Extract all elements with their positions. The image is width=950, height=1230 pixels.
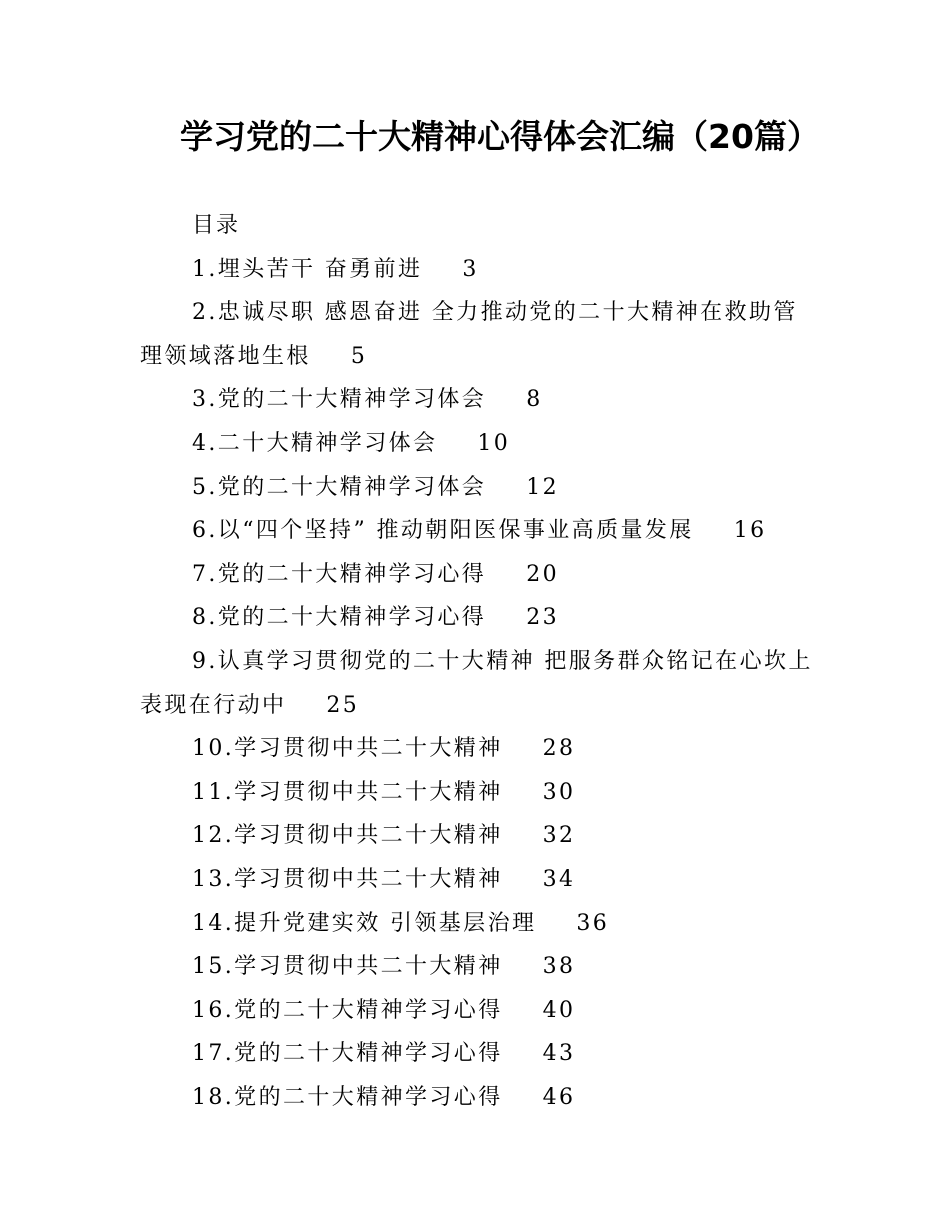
toc-entry-1: [140, 248, 820, 292]
toc-entry-3: [140, 378, 820, 422]
toc-entry-9: [140, 640, 820, 727]
toc-entry-page: 40: [542, 997, 576, 1023]
toc-entry-page: 46: [542, 1084, 576, 1110]
toc-entry-label: 1.埋头苦干 奋勇前进: [192, 256, 423, 282]
toc-entry-page: 38: [542, 954, 576, 980]
toc-entry-label: 8.党的二十大精神学习心得: [192, 605, 487, 631]
toc-entry-label: 10.学习贯彻中共二十大精神: [192, 736, 503, 762]
toc-entry-17: [140, 1032, 820, 1076]
toc-entry-page: 20: [526, 561, 559, 587]
toc-entry-15: [140, 945, 820, 989]
toc-entry-label: 11.学习贯彻中共二十大精神: [192, 779, 503, 805]
toc-entry-13: [140, 858, 820, 902]
toc-entry-page: 10: [477, 430, 511, 456]
toc-entry-12: [140, 814, 820, 858]
toc-entry-label: 3.党的二十大精神学习体会: [192, 387, 487, 413]
toc-entry-label: 15.学习贯彻中共二十大精神: [192, 954, 503, 980]
toc-entry-page: 25: [326, 692, 360, 718]
toc-entry-page: 16: [733, 518, 767, 544]
toc-entry-page: 36: [576, 910, 610, 936]
toc-entry-label: 17.党的二十大精神学习心得: [192, 1041, 503, 1067]
toc-entry-11: [140, 771, 820, 815]
toc-entry-label: 16.党的二十大精神学习心得: [192, 997, 503, 1023]
toc-entry-14: [140, 902, 820, 946]
toc-entry-7: [140, 553, 820, 597]
toc-entry-page: 34: [542, 866, 576, 892]
toc-entry-10: [140, 727, 820, 771]
toc-entry-label: 12.学习贯彻中共二十大精神: [192, 823, 503, 849]
toc-entry-8: [140, 596, 820, 640]
toc-heading: 目录: [192, 213, 241, 238]
toc-entry-page: 28: [542, 736, 576, 762]
toc-entry-page: 30: [542, 779, 576, 805]
toc-entry-16: [140, 989, 820, 1033]
toc-entry-label: 18.党的二十大精神学习心得: [192, 1084, 503, 1110]
toc-entry-2: [140, 291, 820, 378]
toc-entry-label: 5.党的二十大精神学习体会: [192, 474, 487, 500]
toc-entry-label: 2.忠诚尽职 感恩奋进 全力推动党的二十大精神在救助管理领域落地生根: [140, 300, 798, 369]
toc-entry-label: 9.认真学习贯彻党的二十大精神 把服务群众铭记在心坎上表现在行动中: [140, 648, 813, 718]
table-of-contents: [140, 204, 820, 1119]
document-title: 学习党的二十大精神心得体会汇编（20篇）: [180, 117, 820, 156]
toc-entry-4: [140, 422, 820, 466]
toc-entry-page: 3: [462, 256, 479, 282]
toc-entry-label: 7.党的二十大精神学习心得: [192, 561, 487, 587]
toc-entry-label: 6.以“四个坚持” 推动朝阳医保事业高质量发展: [192, 518, 694, 544]
toc-entry-6: [140, 509, 820, 553]
toc-entry-label: 4.二十大精神学习体会: [192, 430, 438, 456]
toc-entry-18: [140, 1076, 820, 1120]
toc-entry-page: 32: [542, 823, 576, 849]
toc-entry-label: 14.提升党建实效 引领基层治理: [192, 910, 537, 936]
toc-entry-label: 13.学习贯彻中共二十大精神: [192, 866, 503, 892]
toc-entry-page: 43: [542, 1041, 576, 1067]
toc-entry-page: 8: [526, 387, 543, 413]
toc-entry-5: [140, 466, 820, 510]
toc-entry-page: 12: [526, 474, 559, 500]
toc-entry-page: 5: [350, 343, 368, 369]
toc-entry-page: 23: [526, 605, 559, 631]
